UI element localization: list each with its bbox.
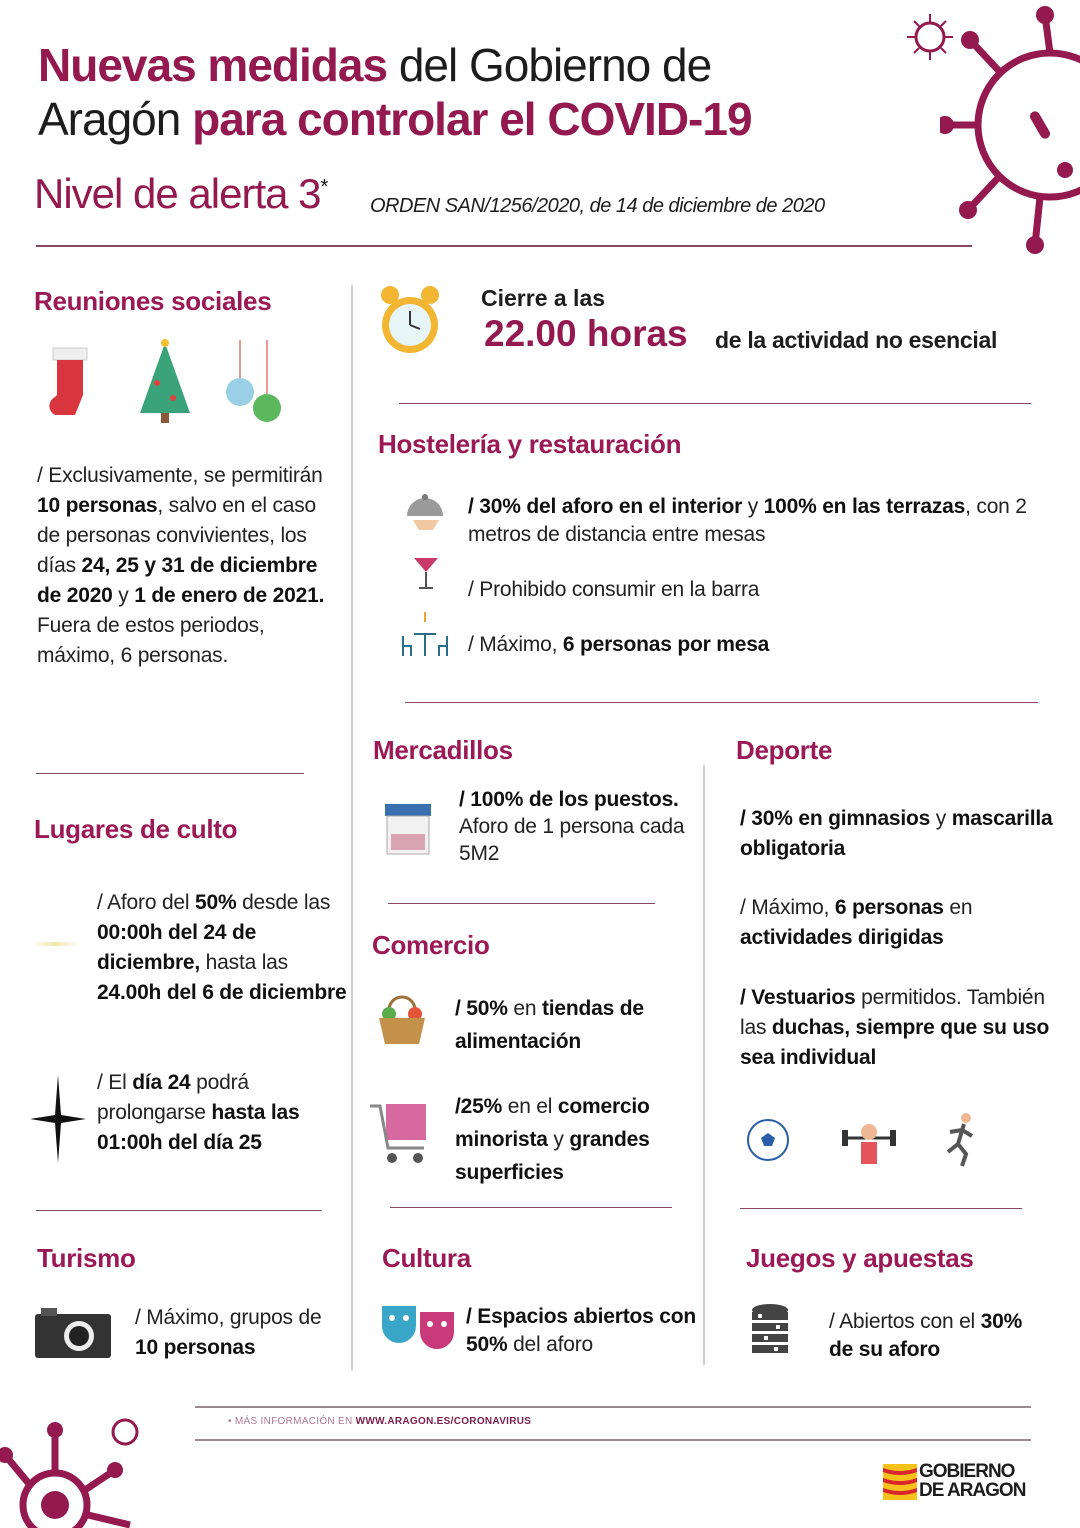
bold-text: 100% en las terrazas bbox=[763, 495, 966, 518]
footer-info-text: MÁS INFORMACIÓN EN bbox=[234, 1416, 356, 1427]
text: y bbox=[112, 584, 135, 607]
comercio-heading: Comercio bbox=[372, 930, 490, 960]
mercadillos-heading: Mercadillos bbox=[373, 735, 513, 765]
text: , salvo en el caso de personas convivientes, los días bbox=[37, 494, 317, 577]
bold-text: 24.00h del 6 de diciembre bbox=[97, 981, 347, 1004]
closing-pre: Cierre a las bbox=[481, 285, 606, 311]
text: , con 2 metros de distancia entre mesas bbox=[468, 495, 1027, 546]
aragon-flag-icon bbox=[883, 1464, 917, 1500]
juegos-text bbox=[829, 1308, 1049, 1364]
virus-decoration-bottom-icon bbox=[0, 1410, 160, 1528]
culto-item-1 bbox=[97, 888, 347, 1008]
text: Fuera de estos periodos, máximo, 6 personas. bbox=[37, 614, 265, 667]
camera-icon bbox=[35, 1308, 111, 1358]
footer-divider-bottom bbox=[195, 1439, 1031, 1441]
bold-text: día 24 bbox=[132, 1071, 191, 1094]
bold-text: duchas, siempre que su uso sea individual bbox=[740, 1016, 1050, 1069]
bold-text: / 30% del aforo en el interior bbox=[468, 495, 743, 518]
text: / Máximo, bbox=[468, 633, 563, 656]
bold-text: comercio minorista bbox=[455, 1095, 650, 1151]
deporte-item-3 bbox=[740, 983, 1060, 1073]
alarm-clock-icon bbox=[378, 283, 442, 359]
small-virus-icon bbox=[905, 12, 955, 62]
logo-text bbox=[919, 1462, 1025, 1500]
christmas-stocking-icon bbox=[45, 340, 95, 425]
virus-decoration-icon bbox=[940, 0, 1080, 260]
text: desde las bbox=[236, 891, 331, 914]
text: / Abiertos con el bbox=[829, 1310, 981, 1333]
runner-icon bbox=[940, 1112, 980, 1168]
text: / Máximo, grupos de bbox=[135, 1306, 322, 1329]
bold-text: 10 personas bbox=[37, 494, 158, 517]
text: / Prohibido consumir en la barra bbox=[468, 578, 760, 601]
bold-text: 24, 25 y 31 de diciembre de 2020 bbox=[37, 554, 318, 607]
text: / El bbox=[97, 1071, 133, 1094]
table-chairs-icon bbox=[400, 612, 450, 658]
turismo-heading: Turismo bbox=[37, 1243, 136, 1273]
juegos-heading: Juegos y apuestas bbox=[746, 1243, 974, 1273]
comercio-item-2 bbox=[455, 1090, 700, 1189]
candle-glow-icon bbox=[30, 942, 80, 946]
column-divider bbox=[351, 285, 353, 1370]
culto-heading: Lugares de culto bbox=[34, 814, 238, 844]
logo-line-1: GOBIERNO bbox=[919, 1461, 1015, 1482]
bold-text: 6 personas por mesa bbox=[562, 633, 770, 656]
text: / Máximo, bbox=[740, 896, 835, 919]
culto-item-2 bbox=[97, 1068, 347, 1158]
text: / Aforo del bbox=[97, 891, 195, 914]
logo-line-2: DE ARAGON bbox=[919, 1480, 1026, 1501]
text: y bbox=[547, 1128, 570, 1151]
reuniones-text bbox=[37, 461, 327, 671]
bold-text: 00:00h del 24 de diciembre, bbox=[97, 921, 257, 974]
soccer-ball-icon bbox=[746, 1118, 790, 1162]
turismo-text bbox=[135, 1303, 335, 1363]
text: del Gobierno de bbox=[387, 39, 712, 91]
text: en bbox=[507, 997, 542, 1020]
market-stall-icon bbox=[383, 802, 433, 856]
casino-chips-icon bbox=[748, 1302, 792, 1358]
text: Aragón bbox=[38, 93, 193, 145]
bold-text: / 30% en gimnasios bbox=[740, 807, 931, 830]
closing-post: de la actividad no esencial bbox=[715, 327, 998, 353]
text: y bbox=[742, 495, 764, 518]
bold-text: /25% bbox=[455, 1095, 503, 1118]
bold-text: para controlar el COVID-19 bbox=[192, 93, 752, 145]
bold-text: grandes superficies bbox=[455, 1128, 650, 1184]
bold-text: Nuevas medidas bbox=[38, 39, 388, 91]
text: podrá prolongarse bbox=[97, 1071, 249, 1124]
bold-text: 30% de su aforo bbox=[829, 1310, 1023, 1361]
header-divider bbox=[36, 245, 972, 247]
column-divider bbox=[703, 765, 705, 1365]
deporte-heading: Deporte bbox=[736, 735, 833, 765]
alert-asterisk: * bbox=[320, 176, 328, 198]
footer-info-link[interactable]: WWW.ARAGON.ES/CORONAVIRUS bbox=[355, 1416, 532, 1427]
christmas-tree-icon bbox=[135, 338, 195, 428]
hosteleria-heading: Hostelería y restauración bbox=[378, 429, 682, 459]
cultura-heading: Cultura bbox=[382, 1243, 471, 1273]
section-divider bbox=[388, 903, 655, 904]
alert-level-text: Nivel de alerta 3 bbox=[34, 170, 321, 217]
text: permitidos. También las bbox=[740, 986, 1045, 1039]
christmas-ornaments-icon bbox=[225, 340, 285, 425]
comercio-item-1 bbox=[455, 992, 695, 1058]
footer-divider-top bbox=[195, 1406, 1031, 1408]
order-reference: ORDEN SAN/1256/2020, de 14 de diciembre de 2020 bbox=[370, 195, 825, 217]
weightlifter-icon bbox=[840, 1118, 898, 1166]
bold-text: 50% bbox=[195, 891, 237, 914]
bold-text: 1 de enero de 2021. bbox=[134, 584, 325, 607]
bold-text: 6 personas bbox=[834, 896, 944, 919]
shopping-cart-icon bbox=[368, 1100, 432, 1166]
footer-info: • MÁS INFORMACIÓN EN WWW.ARAGON.ES/CORONAVIRUS bbox=[228, 1416, 532, 1427]
text: / Exclusivamente, se permitirán bbox=[37, 464, 323, 487]
star-icon bbox=[30, 1075, 86, 1163]
bold-text: tiendas de alimentación bbox=[455, 997, 644, 1053]
gobierno-aragon-logo bbox=[883, 1462, 1035, 1502]
cultura-text bbox=[466, 1303, 696, 1359]
bold-text: / Vestuarios bbox=[740, 986, 856, 1009]
section-divider bbox=[399, 403, 1031, 404]
text: del aforo bbox=[507, 1333, 593, 1356]
section-divider bbox=[405, 702, 1038, 703]
closing-time: 22.00 horas bbox=[484, 313, 688, 354]
alert-level bbox=[34, 170, 327, 218]
bold-text: actividades dirigidas bbox=[740, 926, 944, 949]
bold-text: / 100% de los puestos. bbox=[459, 788, 679, 811]
bold-text: 10 personas bbox=[135, 1336, 256, 1359]
title-line-2 bbox=[38, 92, 752, 146]
serving-dish-icon bbox=[403, 490, 447, 534]
mercadillos-text bbox=[459, 786, 689, 867]
hosteleria-item-2 bbox=[468, 575, 968, 605]
bold-text: / Espacios abiertos con 50% bbox=[466, 1305, 696, 1356]
bold-text: hasta las 01:00h del día 25 bbox=[97, 1101, 300, 1154]
bold-text: mascarilla obligatoria bbox=[740, 807, 1053, 860]
section-divider bbox=[740, 1208, 1022, 1209]
bold-text: / 50% bbox=[455, 997, 508, 1020]
deporte-item-1 bbox=[740, 804, 1060, 864]
section-divider bbox=[36, 773, 304, 774]
section-divider bbox=[390, 1207, 672, 1208]
section-divider bbox=[36, 1210, 322, 1211]
text: en bbox=[943, 896, 973, 919]
reuniones-heading: Reuniones sociales bbox=[34, 286, 272, 316]
text: Aforo de 1 persona cada 5M2 bbox=[459, 815, 685, 865]
title-line-1 bbox=[38, 38, 711, 92]
deporte-item-2 bbox=[740, 893, 1060, 953]
text: en el bbox=[502, 1095, 558, 1118]
hosteleria-item-3 bbox=[468, 630, 968, 660]
hosteleria-item-1 bbox=[468, 493, 1038, 549]
theater-masks-icon bbox=[380, 1302, 456, 1354]
grocery-basket-icon bbox=[375, 992, 429, 1046]
text: hasta las bbox=[200, 951, 288, 974]
cocktail-icon bbox=[412, 550, 440, 592]
text: y bbox=[930, 807, 952, 830]
